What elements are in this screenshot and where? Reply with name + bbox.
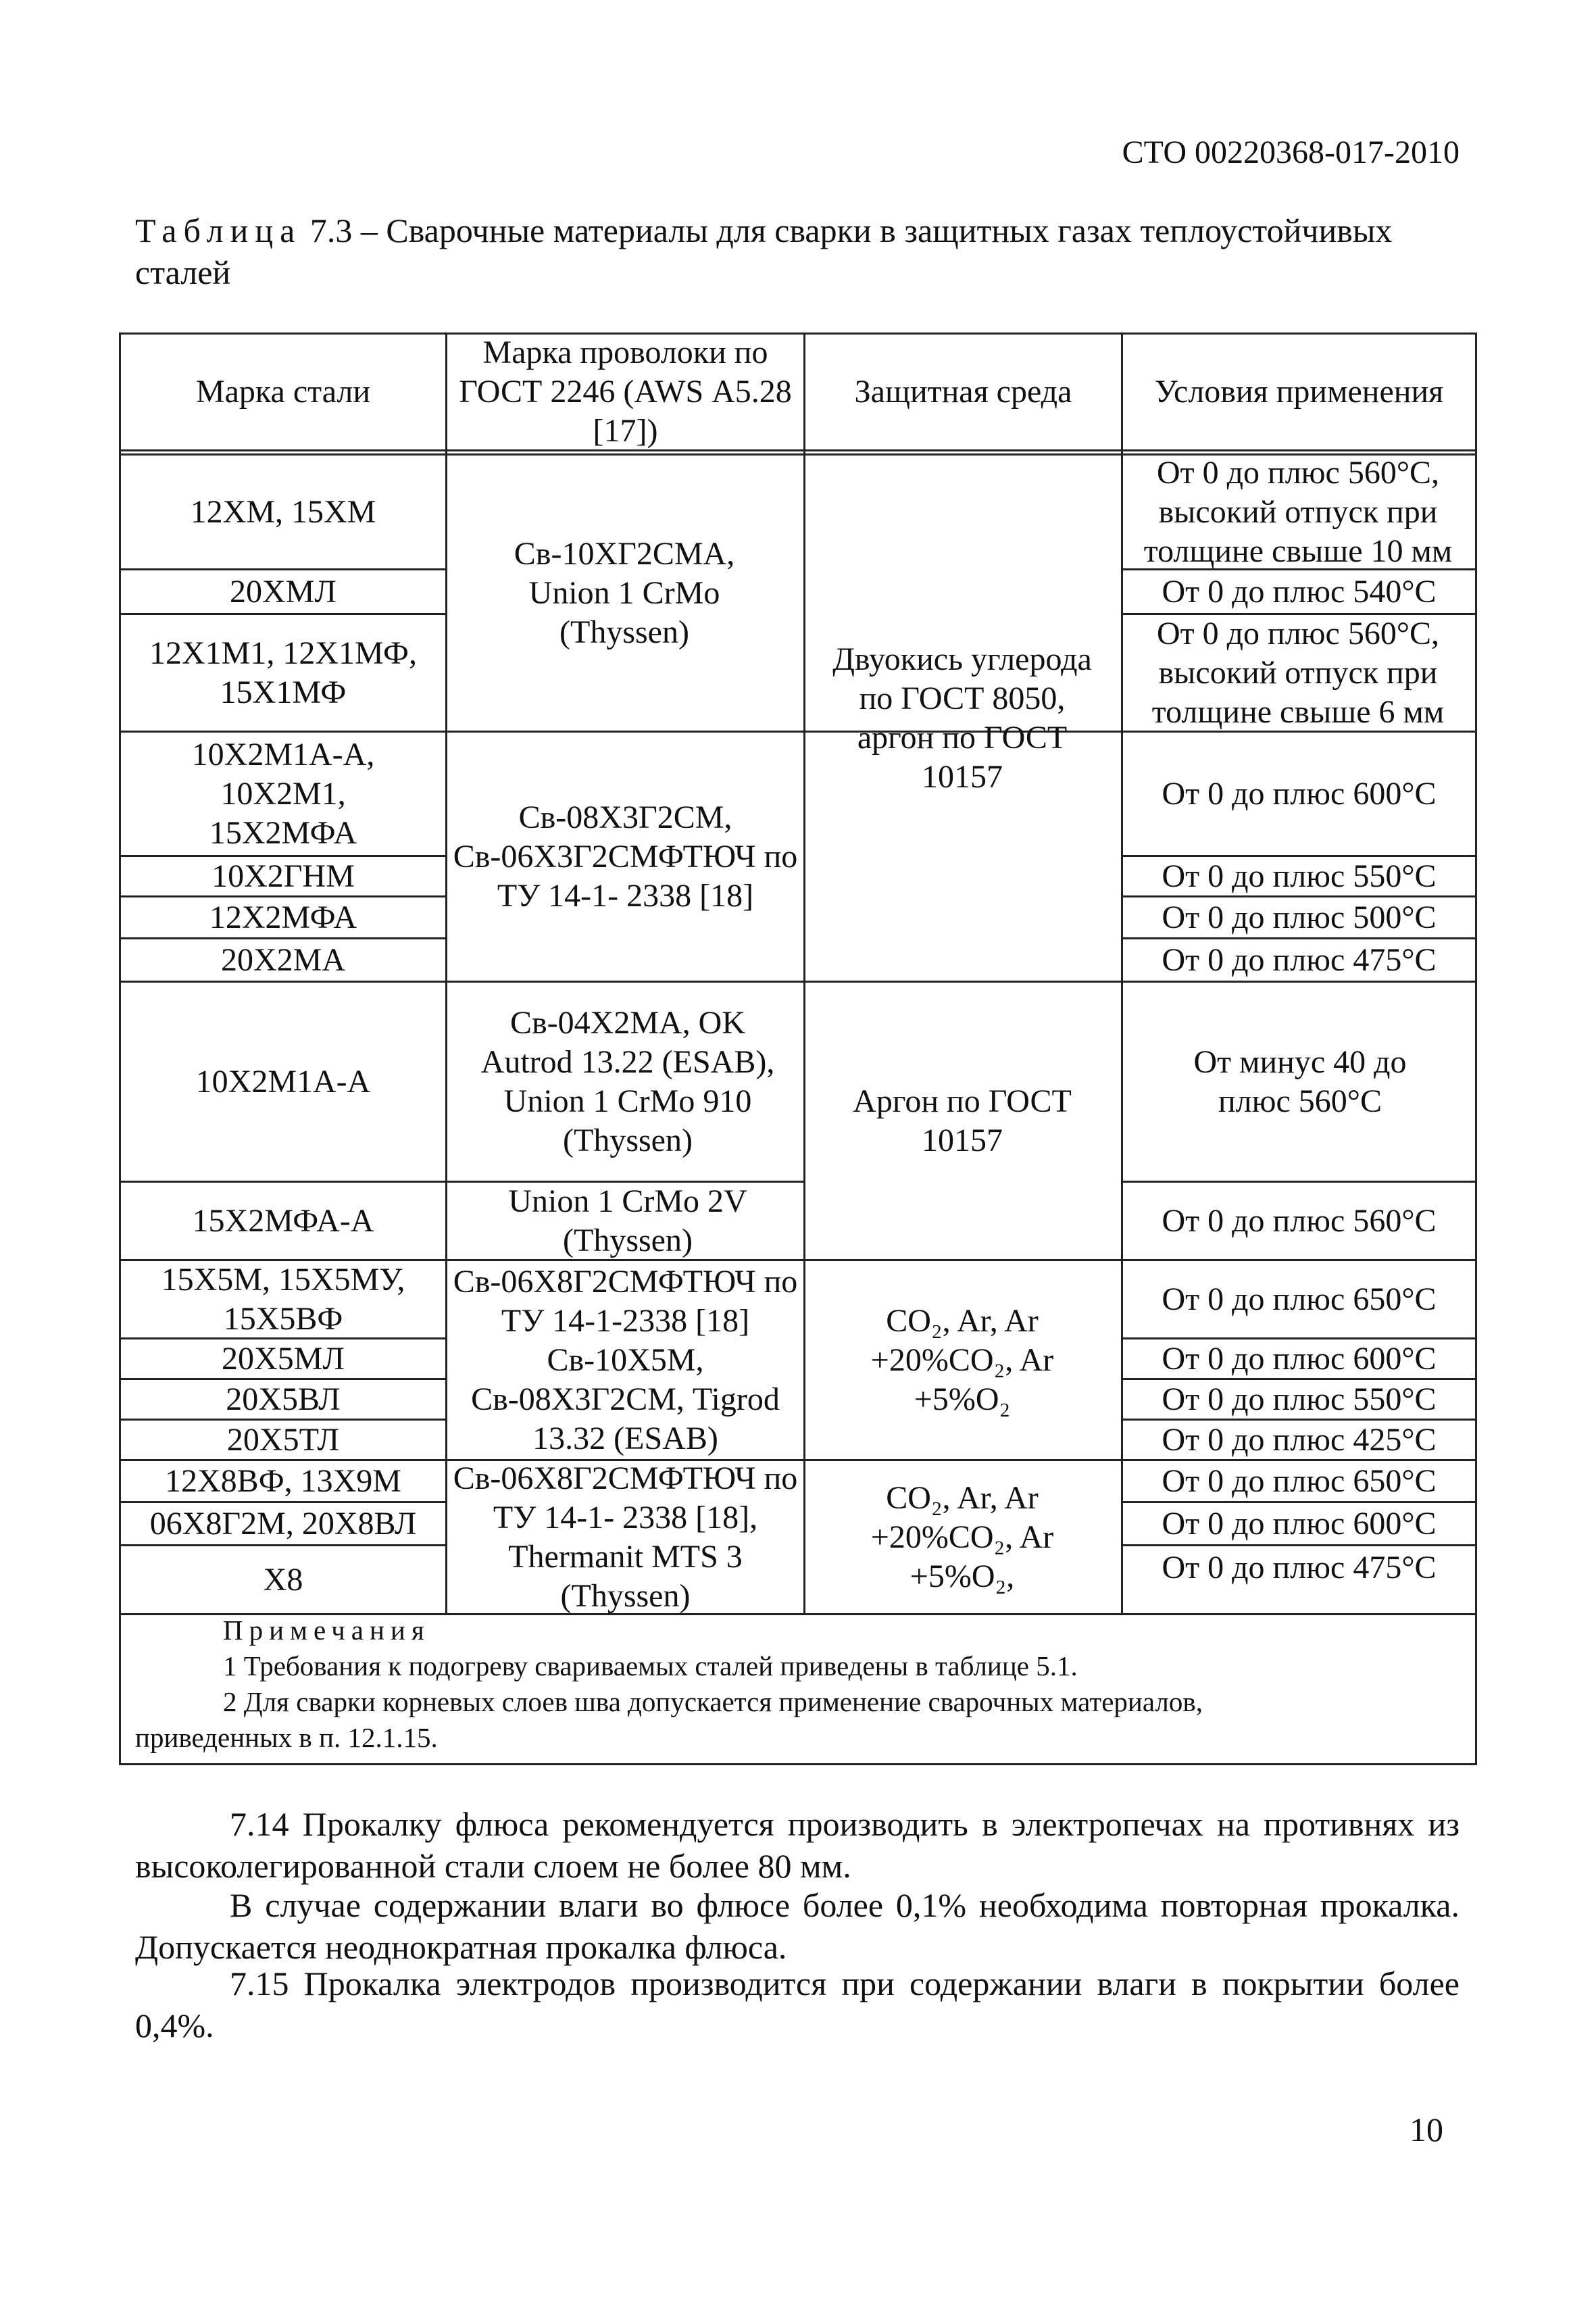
header-steel-grade: Марка стали [195, 374, 371, 410]
wire-grade-cell: Union 1 CrMo 2V (Thyssen) [508, 1183, 747, 1258]
application-cell: От 0 до плюс 540°С [1162, 573, 1437, 610]
paragraph-text: В случае содержании влаги во флюсе более 0,1% необходима повторная прокалка. Допускается неоднократная прокалка флюса. [135, 1886, 1460, 1966]
paragraph-text: 7.14 Прокалку флюса рекомендуется производить в электропечах на противнях из высоколегированной стали слоем не более 80 мм. [135, 1805, 1460, 1885]
application-cell: От 0 до плюс 560°С, высокий отпуск при толщине свыше 10 мм [1143, 454, 1453, 569]
application-cell: От минус 40 до плюс 560°С [1193, 1043, 1407, 1119]
header-application-conditions: Условия применения [1154, 374, 1444, 410]
steel-grade-cell: 12Х8ВФ, 13Х9М [165, 1462, 401, 1499]
caption-prefix: Таблица [135, 212, 302, 249]
application-cell: От 0 до плюс 500°С [1162, 899, 1437, 935]
steel-grade-cell: 20Х5ТЛ [226, 1421, 340, 1458]
steel-grade-cell: Х8 [263, 1561, 303, 1598]
application-cell: От 0 до плюс 650°С [1162, 1462, 1437, 1499]
shielding-gas-cell: CO₂, Ar, Ar +20%CO₂, Ar +5%O₂, [870, 1479, 1054, 1594]
steel-grade-cell: 10Х2М1А-А [195, 1063, 371, 1100]
note-item: 2 Для сварки корневых слоев шва допускается применение сварочных материалов, [223, 1686, 1203, 1717]
wire-grade-cell: Св-08Х3Г2СМ, Св-06Х3Г2СМФТЮЧ по ТУ 14-1- 2338 [18] [453, 799, 798, 914]
application-cell: От 0 до плюс 650°С [1162, 1281, 1437, 1317]
application-cell: От 0 до плюс 560°С, высокий отпуск при толщине свыше 6 мм [1151, 615, 1445, 730]
steel-grade-cell: 20Х5ВЛ [226, 1381, 341, 1417]
notes-title: Примечания [223, 1615, 430, 1646]
caption-text: 7.3 – Сварочные материалы для сварки в защитных газах теплоустойчивых сталей [135, 212, 1393, 291]
application-cell: От 0 до плюс 550°С [1162, 1381, 1437, 1417]
table-caption [135, 210, 1460, 293]
note-item: приведенных в п. 12.1.15. [135, 1722, 438, 1753]
shielding-gas-cell: Аргон по ГОСТ 10157 [853, 1083, 1072, 1158]
steel-grade-cell: 12ХМ, 15ХМ [190, 493, 376, 530]
steel-grade-cell: 20ХМЛ [230, 573, 336, 610]
application-cell: От 0 до плюс 475°С [1162, 941, 1437, 978]
paragraph-moisture [135, 1884, 1460, 1968]
note-item: 1 Требования к подогреву свариваемых сталей приведены в таблице 5.1. [223, 1650, 1078, 1681]
steel-grade-cell: 15Х5М, 15Х5МУ, 15Х5ВФ [161, 1261, 405, 1337]
shielding-gas-cell: Двуокись углерода по ГОСТ 8050, аргон по ГОСТ 10157 [832, 641, 1092, 795]
application-cell: От 0 до плюс 600°С [1162, 1505, 1437, 1542]
header-shielding-gas: Защитная среда [854, 374, 1072, 410]
steel-grade-cell: 12Х2МФА [209, 899, 357, 935]
welding-materials-table [119, 333, 1477, 1765]
page-number: 10 [1410, 2111, 1443, 2148]
application-cell: От 0 до плюс 550°С [1162, 858, 1437, 894]
steel-grade-cell: 10Х2ГНМ [211, 858, 355, 894]
application-cell: От 0 до плюс 475°С [1162, 1550, 1437, 1585]
header-wire-grade: Марка проволоки по ГОСТ 2246 (AWS А5.28 [17]) [459, 335, 792, 449]
wire-grade-cell: Св-10ХГ2СМА, Union 1 CrMo (Thyssen) [514, 535, 735, 650]
application-cell: От 0 до плюс 560°С [1162, 1202, 1437, 1239]
application-cell: От 0 до плюс 600°С [1162, 1340, 1437, 1377]
wire-grade-cell: Св-06Х8Г2СМФТЮЧ по ТУ 14-1-2338 [18] Св-10Х5М, Св-08Х3Г2СМ, Tigrod 13.32 (ESAB) [453, 1263, 798, 1456]
steel-grade-cell: 15Х2МФА-А [192, 1202, 374, 1239]
paragraph-text: 7.15 Прокалка электродов производится при содержании влаги в покрытии более 0,4%. [135, 1965, 1460, 2044]
column-line [803, 335, 805, 1613]
steel-grade-cell: 12Х1М1, 12Х1МФ, 15Х1МФ [149, 635, 417, 710]
steel-grade-cell: 06Х8Г2М, 20Х8ВЛ [149, 1505, 417, 1542]
shielding-gas-cell: CO₂, Ar, Ar +20%CO₂, Ar +5%O₂ [870, 1302, 1054, 1417]
paragraph-7-14 [135, 1803, 1460, 1887]
paragraph-7-15 [135, 1963, 1460, 2046]
column-line [445, 335, 447, 1613]
table-notes [135, 1613, 1460, 1756]
wire-grade-cell: Св-06Х8Г2СМФТЮЧ по ТУ 14-1- 2338 [18], Thermanit MTS 3 (Thyssen) [453, 1460, 798, 1614]
application-cell: От 0 до плюс 600°С [1162, 775, 1437, 812]
steel-grade-cell: 20Х5МЛ [222, 1340, 345, 1377]
steel-grade-cell: 10Х2М1А-А, 10Х2М1, 15Х2МФА [191, 736, 375, 851]
document-code: СТО 00220368-017-2010 [1122, 134, 1460, 170]
steel-grade-cell: 20Х2МА [220, 941, 345, 978]
application-cell: От 0 до плюс 425°С [1162, 1421, 1437, 1458]
wire-grade-cell: Св-04Х2МА, OK Autrod 13.22 (ESAB), Union 1 CrMo 910 (Thyssen) [480, 1004, 775, 1158]
